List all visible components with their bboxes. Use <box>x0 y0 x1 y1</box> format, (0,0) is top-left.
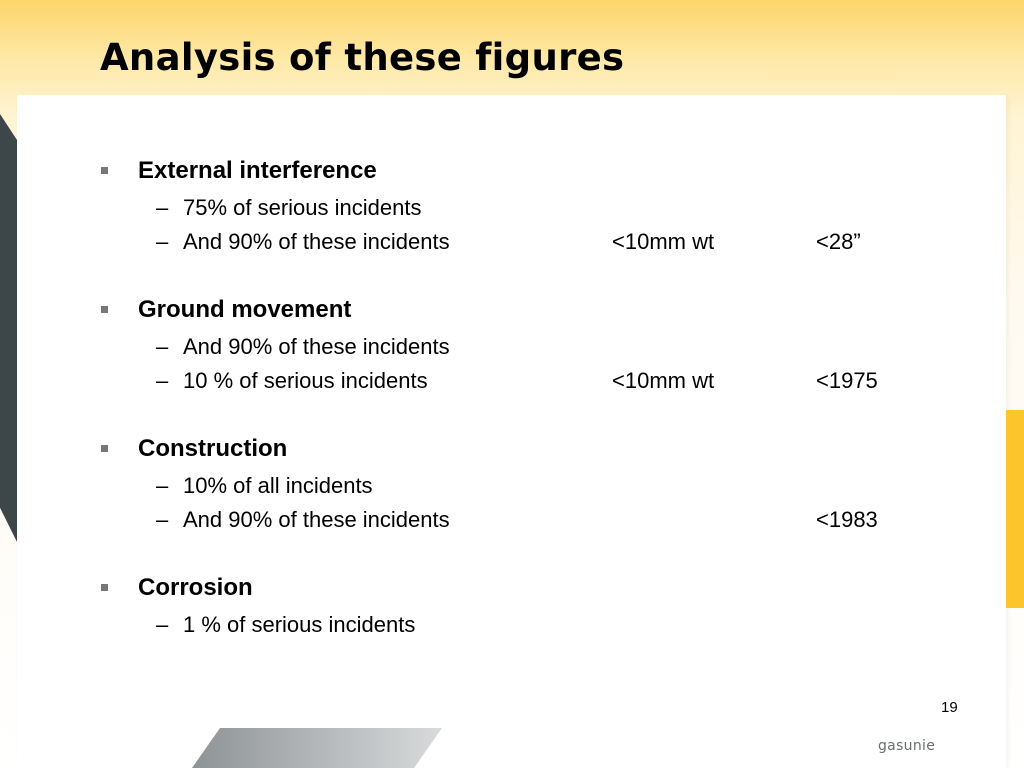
list-item <box>0 473 1024 503</box>
item-wall-thickness: <10mm wt <box>612 368 715 393</box>
dash-marker: – <box>156 368 169 393</box>
section-heading: Construction <box>138 435 288 462</box>
square-bullet-icon <box>101 445 108 452</box>
section-heading: External interference <box>138 157 377 184</box>
item-text: And 90% of these incidents <box>183 507 450 532</box>
dash-marker: – <box>156 229 169 254</box>
list-item <box>0 612 1024 642</box>
list-item <box>0 229 1024 259</box>
item-text: 1 % of serious incidents <box>183 612 416 637</box>
dash-marker: – <box>156 334 169 359</box>
dash-marker: – <box>156 507 169 532</box>
item-wall-thickness: <10mm wt <box>612 229 715 254</box>
list-item <box>0 195 1024 225</box>
slide-title: Analysis of these figures <box>100 36 625 79</box>
section-heading: Ground movement <box>138 296 352 323</box>
item-text: And 90% of these incidents <box>183 334 450 359</box>
square-bullet-icon <box>101 306 108 313</box>
dash-marker: – <box>156 473 169 498</box>
dash-marker: – <box>156 612 169 637</box>
item-qualifier: <1975 <box>816 368 878 393</box>
item-qualifier: <1983 <box>816 507 878 532</box>
list-item <box>0 368 1024 398</box>
item-text: 10 % of serious incidents <box>183 368 428 393</box>
item-text: And 90% of these incidents <box>183 229 450 254</box>
item-text: 10% of all incidents <box>183 473 373 498</box>
list-item <box>0 334 1024 364</box>
item-qualifier: <28” <box>816 229 861 254</box>
gasunie-logo: gasunie <box>878 738 936 754</box>
item-text: 75% of serious incidents <box>183 195 422 220</box>
section-heading: Corrosion <box>138 574 253 601</box>
page-number: 19 <box>941 699 958 716</box>
list-item <box>0 507 1024 537</box>
square-bullet-icon <box>101 584 108 591</box>
square-bullet-icon <box>101 167 108 174</box>
dash-marker: – <box>156 195 169 220</box>
bottom-decorative-strip <box>192 728 442 768</box>
